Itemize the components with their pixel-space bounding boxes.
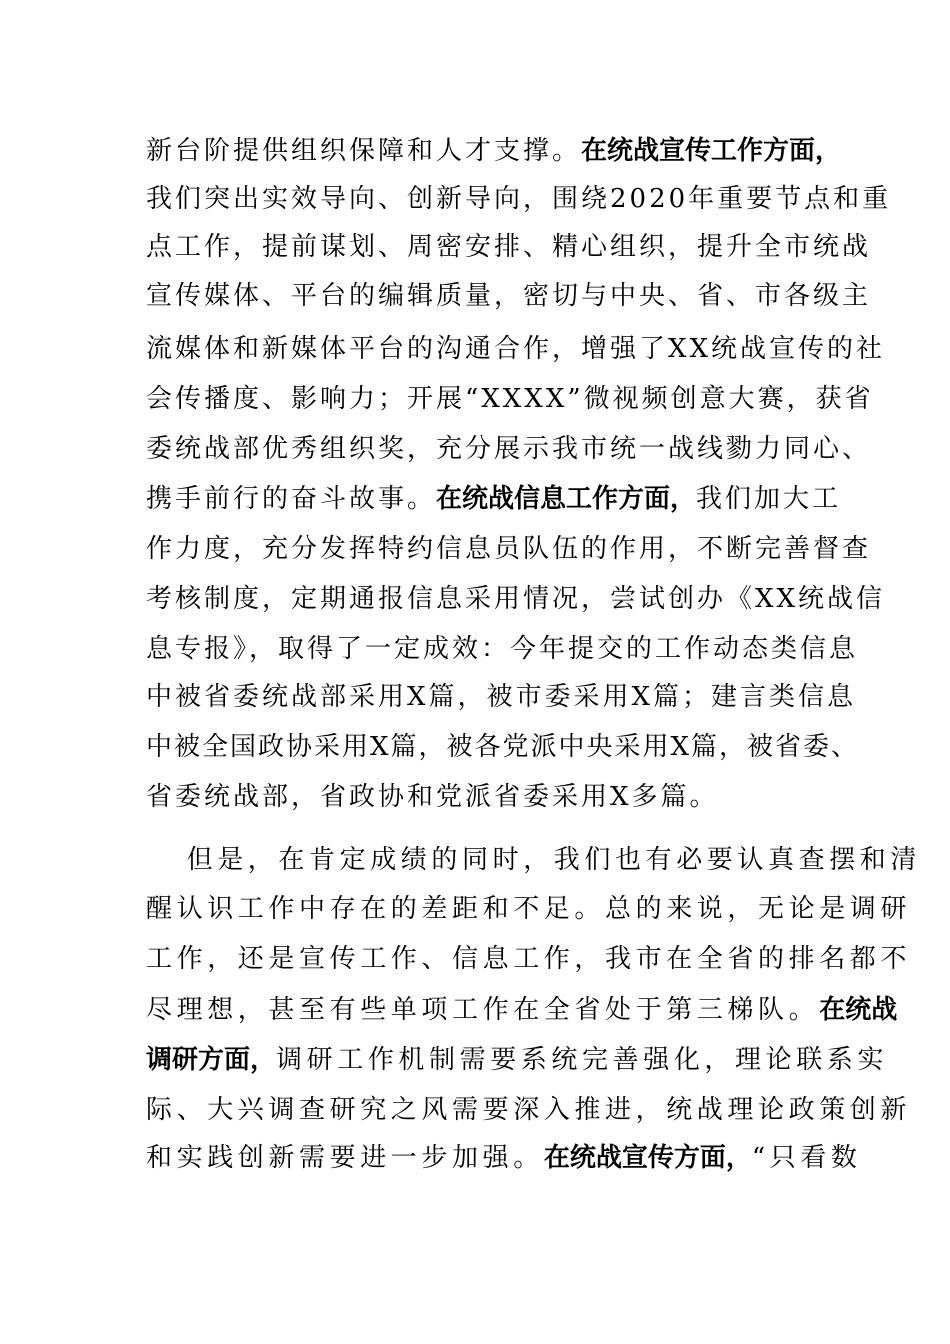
text-line: 中被全国政协采用X篇，被各党派中央采用X篇，被省委、 — [146, 732, 860, 762]
text-line: 委统战部优秀组织奖，充分展示我市统一战线勠力同心、 — [146, 434, 872, 464]
text-line: 调研方面，调研工作机制需要系统完善强化，理论联系实 — [146, 1045, 889, 1075]
text-line: 中被省委统战部采用X篇，被市委采用X篇；建言类信息 — [146, 682, 857, 712]
text-line: 醒认识工作中存在的差距和不足。总的来说，无论是调研 — [146, 894, 912, 924]
text-line: 考核制度，定期通报信息采用情况，尝试创办《XX统战信 — [146, 584, 886, 614]
text-line: 际、大兴调查研究之风需要深入推进，统战理论政策创新 — [146, 1095, 912, 1125]
bold-heading: 调研方面， — [146, 1045, 277, 1075]
text-line: 会传播度、影响力；开展“XXXX”微视频创意大赛，获省 — [146, 384, 874, 414]
bold-heading: 在统战信息工作方面， — [436, 484, 697, 514]
text-line: 携手前行的奋斗故事。在统战信息工作方面，我们加大工 — [146, 484, 842, 514]
text-line: 点工作，提前谋划、周密安排、精心组织，提升全市统战 — [146, 232, 872, 262]
bold-heading: 在统战宣传工作方面， — [581, 136, 842, 166]
text-line: 工作，还是宣传工作、信息工作，我市在全省的排名都不 — [146, 944, 912, 974]
bold-heading: 在统战 — [819, 995, 898, 1025]
bold-heading: 在统战宣传方面， — [543, 1143, 752, 1173]
text-line: 尽理想，甚至有些单项工作在全省处于第三梯队。在统战 — [146, 995, 898, 1025]
text-line: 息专报》，取得了一定成效：今年提交的工作动态类信息 — [146, 634, 859, 664]
text-line: 和实践创新需要进一步加强。在统战宣传方面，“只看数 — [146, 1143, 862, 1173]
text-line: 我们突出实效导向、创新导向，围绕2020年重要节点和重 — [146, 184, 892, 214]
text-line: 省委统战部，省政协和党派省委采用X多篇。 — [146, 782, 719, 812]
text-line: 流媒体和新媒体平台的沟通合作，增强了XX统战宣传的社 — [146, 334, 886, 364]
text-line: 宣传媒体、平台的编辑质量，密切与中央、省、市各级主 — [146, 281, 872, 311]
text-line: 新台阶提供组织保障和人才支撑。在统战宣传工作方面， — [146, 136, 842, 166]
text-line: 作力度，充分发挥特约信息员队伍的作用，不断完善督查 — [146, 534, 872, 564]
text-line: 但是，在肯定成绩的同时，我们也有必要认真查摆和清 — [156, 845, 922, 875]
